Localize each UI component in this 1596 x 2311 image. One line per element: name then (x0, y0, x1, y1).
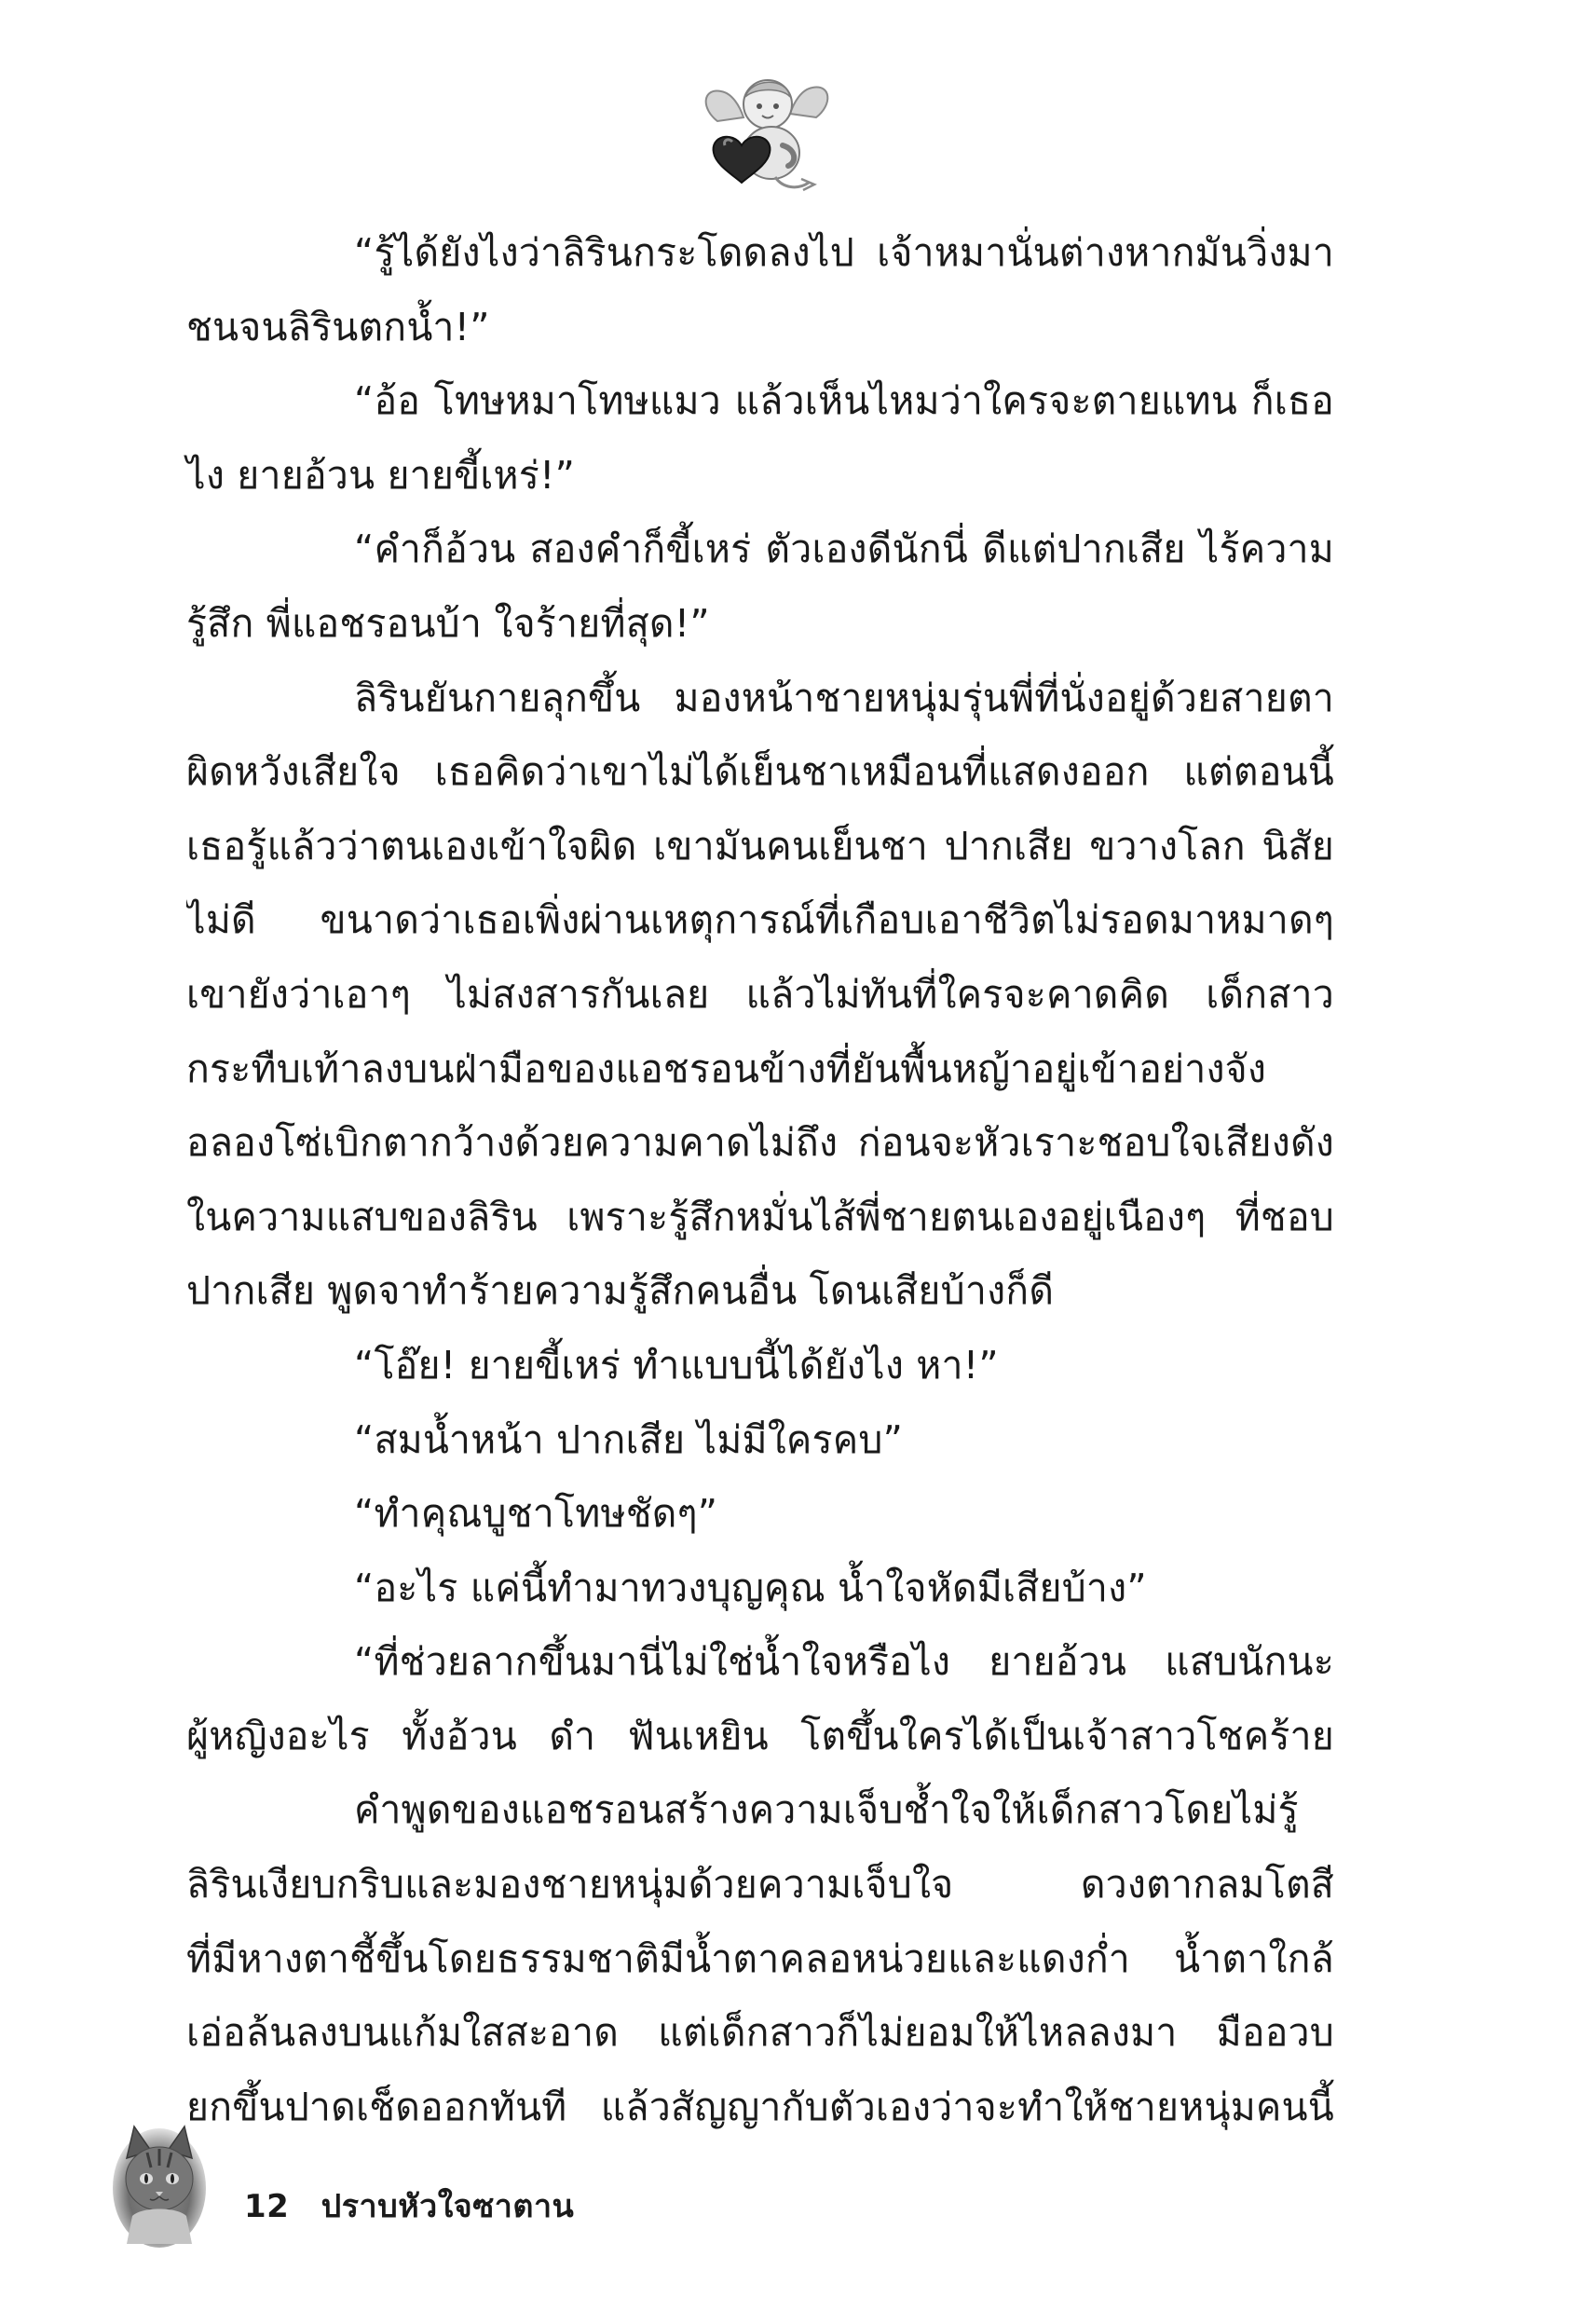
text-line: ปากเสีย พูดจาทำร้ายความรู้สึกคนอื่น โดนเสียบ้างก็ดี (186, 1268, 1055, 1314)
text-line: “ที่ช่วยลากขึ้นมานี่ไม่ใช่น้ำใจหรือไง ยายอ้วน แสบนักนะ (354, 1639, 1334, 1685)
text-line: เขายังว่าเอาๆ ไม่สงสารกันเลย แล้วไม่ทันที่ใครจะคาดคิด เด็กสาว (186, 971, 1334, 1017)
text-line: ไง ยายอ้วน ยายขี้เหร่!” (186, 452, 576, 498)
text-line: “อะไร แค่นี้ทำมาทวงบุญคุณ น้ำใจหัดมีเสียบ้าง” (354, 1565, 1147, 1610)
text-line: ที่มีหางตาชี้ขึ้นโดยธรรมชาติมีน้ำตาคลอหน่วยและแดงก่ำ น้ำตาใกล้ (186, 1935, 1334, 1981)
text-line: ผิดหวังเสียใจ เธอคิดว่าเขาไม่ได้เย็นชาเหมือนที่แสดงออก แต่ตอนนี้ (186, 749, 1334, 795)
text-line: “รู้ได้ยังไงว่าลิรินกระโดดลงไป เจ้าหมานั่นต่างหากมันวิ่งมา (354, 230, 1334, 275)
text-line: อลองโซ่เบิกตากว้างด้วยความคาดไม่ถึง ก่อนจะหัวเราะชอบใจเสียงดัง (186, 1120, 1334, 1166)
book-title: ปราบหัวใจซาตาน (321, 2188, 575, 2225)
page-footer (244, 2181, 574, 2231)
cupid-with-heart-icon (697, 73, 837, 196)
text-line: “โอ๊ย! ยายขี้เหร่ ทำแบบนี้ได้ยังไง หา!” (354, 1342, 999, 1388)
text-line: รู้สึก พี่แอชรอนบ้า ใจร้ายที่สุด!” (186, 600, 710, 646)
body-text (186, 216, 1334, 2144)
text-line: ในความแสบของลิริน เพราะรู้สึกหมั่นไส้พี่ชายตนเองอยู่เนืองๆ ที่ชอบ (186, 1194, 1334, 1239)
text-line: ลิรินเงียบกริบและมองชายหนุ่มด้วยความเจ็บใจ ดวงตากลมโตสี (186, 1862, 1334, 1908)
text-line: “อ้อ โทษหมาโทษแมว แล้วเห็นไหมว่าใครจะตายแทน ก็เธอ (354, 378, 1334, 424)
text-line: “สมน้ำหน้า ปากเสีย ไม่มีใครคบ” (354, 1416, 904, 1462)
text-line: ไม่ดี ขนาดว่าเธอเพิ่งผ่านเหตุการณ์ที่เกือบเอาชีวิตไม่รอดมาหมาดๆ (186, 897, 1334, 943)
text-line: เอ่อล้นลงบนแก้มใสสะอาด แต่เด็กสาวก็ไม่ยอมให้ไหลลงมา มืออวบ (186, 2010, 1334, 2056)
text-line: ยกขึ้นปาดเช็ดออกทันที แล้วสัญญากับตัวเองว่าจะทำให้ชายหนุ่มคนนี้ (186, 2084, 1334, 2129)
text-line: “คำก็อ้วน สองคำก็ขี้เหร่ ตัวเองดีนักนี่ ดีแต่ปากเสีย ไร้ความ (354, 526, 1334, 572)
text-line: “ทำคุณบูชาโทษชัดๆ” (354, 1491, 718, 1537)
text-line: เธอรู้แล้วว่าตนเองเข้าใจผิด เขามันคนเย็นชา ปากเสีย ขวางโลก นิสัย (186, 823, 1334, 868)
text-line: ชนจนลิรินตกน้ำ!” (186, 304, 490, 349)
text-line: ลิรินยันกายลุกขึ้น มองหน้าชายหนุ่มรุ่นพี่ที่นั่งอยู่ด้วยสายตา (354, 675, 1334, 720)
page-number: 12 (244, 2188, 290, 2225)
cat-portrait-icon (110, 2113, 209, 2249)
text-line: ผู้หญิงอะไร ทั้งอ้วน ดำ ฟันเหยิน โตขึ้นใครได้เป็นเจ้าสาวโชคร้าย (186, 1713, 1334, 1758)
text-line: คำพูดของแอชรอนสร้างความเจ็บช้ำใจให้เด็กสาวโดยไม่รู้ (354, 1787, 1299, 1833)
text-line: กระทืบเท้าลงบนฝ่ามือของแอชรอนข้างที่ยันพื้นหญ้าอยู่เข้าอย่างจัง (186, 1046, 1267, 1091)
